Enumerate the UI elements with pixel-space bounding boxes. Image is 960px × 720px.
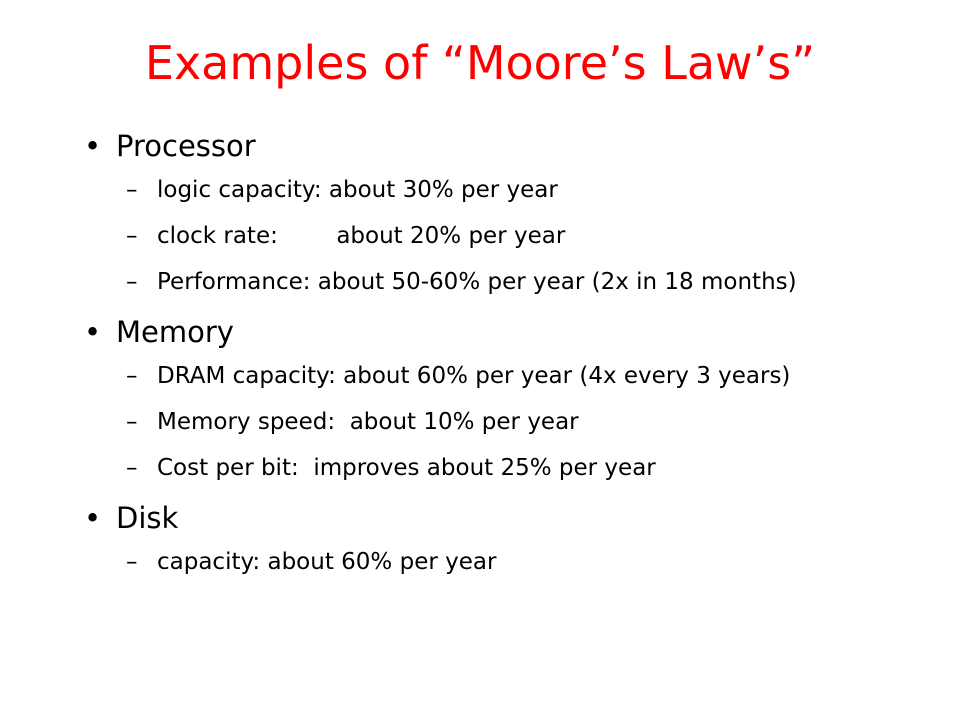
bullet-heading: Memory bbox=[116, 315, 234, 349]
sub-item-text: logic capacity: about 30% per year bbox=[157, 177, 558, 203]
slide-title: Examples of “Moore’s Law’s” bbox=[144, 36, 816, 90]
sub-item bbox=[84, 220, 884, 252]
dash-icon: – bbox=[126, 409, 138, 435]
slide-content bbox=[84, 126, 884, 592]
dash-icon: – bbox=[126, 549, 138, 575]
dash-icon: – bbox=[126, 455, 138, 481]
sub-item bbox=[84, 174, 884, 206]
sub-list-disk bbox=[84, 546, 884, 578]
sub-item-text: Memory speed: about 10% per year bbox=[157, 409, 579, 435]
bullet-heading: Disk bbox=[116, 501, 179, 535]
sub-item bbox=[84, 360, 884, 392]
sub-item-text: Cost per bit: improves about 25% per year bbox=[157, 455, 656, 481]
bullet-disk bbox=[84, 498, 884, 538]
sub-item-text: Performance: about 50-60% per year (2x in 18 months) bbox=[157, 269, 797, 295]
bullet-icon: • bbox=[84, 129, 102, 163]
sub-item bbox=[84, 452, 884, 484]
sub-item-text: clock rate: about 20% per year bbox=[157, 223, 566, 249]
sub-item bbox=[84, 406, 884, 438]
dash-icon: – bbox=[126, 223, 138, 249]
dash-icon: – bbox=[126, 177, 138, 203]
bullet-icon: • bbox=[84, 501, 102, 535]
bullet-icon: • bbox=[84, 315, 102, 349]
bullet-processor bbox=[84, 126, 884, 166]
sub-item-text: DRAM capacity: about 60% per year (4x every 3 years) bbox=[157, 363, 791, 389]
bullet-heading: Processor bbox=[116, 129, 256, 163]
sub-item bbox=[84, 266, 884, 298]
sub-item-text: capacity: about 60% per year bbox=[157, 549, 497, 575]
dash-icon: – bbox=[126, 363, 138, 389]
dash-icon: – bbox=[126, 269, 138, 295]
sub-item bbox=[84, 546, 884, 578]
bullet-memory bbox=[84, 312, 884, 352]
sub-list-memory bbox=[84, 360, 884, 484]
sub-list-processor bbox=[84, 174, 884, 298]
